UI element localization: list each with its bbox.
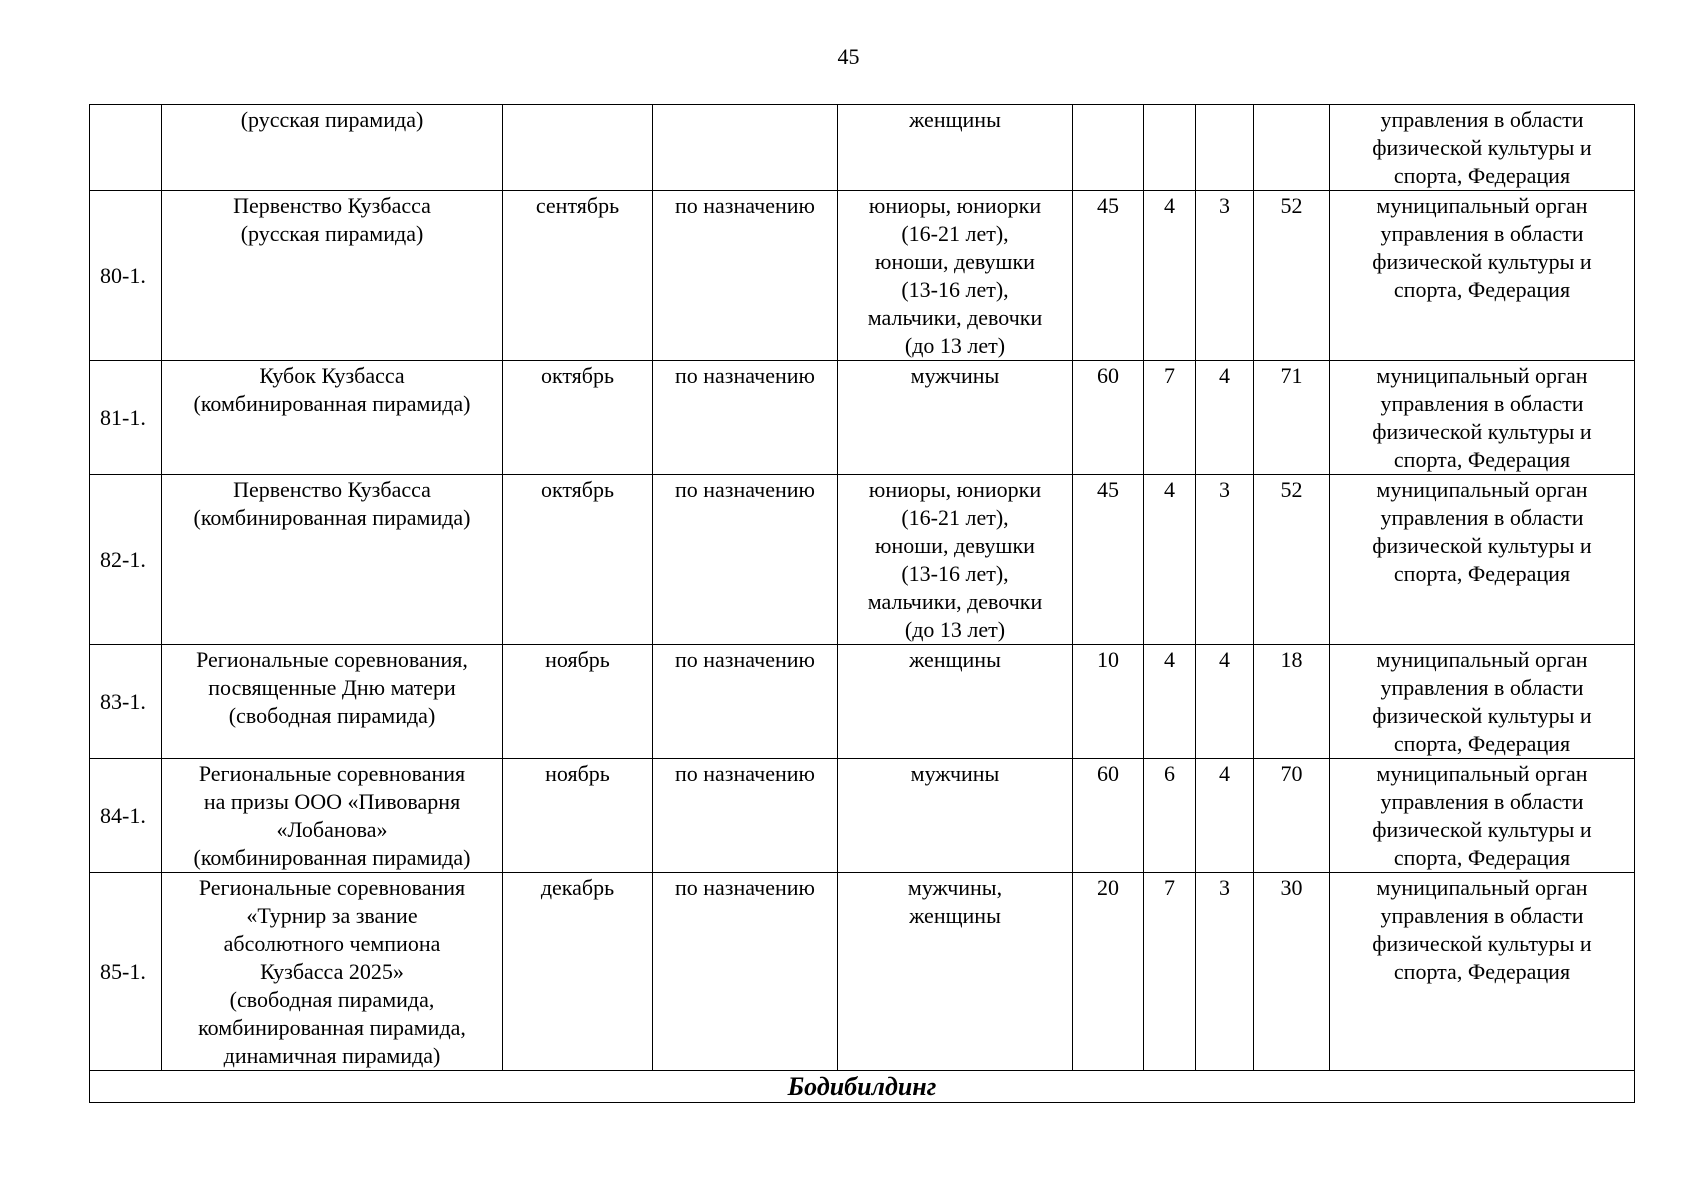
event-organizer: муниципальный орган управления в области физической культуры и спорта, Федерация (1330, 645, 1635, 759)
event-participants: мужчины (838, 361, 1073, 475)
table-row (90, 873, 1635, 1071)
count-1 (1073, 105, 1144, 191)
count-total (1254, 105, 1330, 191)
event-organizer: муниципальный орган управления в области физической культуры и спорта, Федерация (1330, 873, 1635, 1071)
event-participants: мужчины, женщины (838, 873, 1073, 1071)
event-participants: женщины (838, 105, 1073, 191)
table-row (90, 105, 1635, 191)
event-name: Региональные соревнования «Турнир за звание абсолютного чемпиона Кузбасса 2025» (свободная пирамида, комбинированная пирамида, динамичная пирамида) (162, 873, 503, 1071)
event-participants: мужчины (838, 759, 1073, 873)
event-location: по назначению (653, 759, 838, 873)
count-3: 4 (1196, 361, 1254, 475)
count-total: 30 (1254, 873, 1330, 1071)
event-name: Региональные соревнования на призы ООО «Пивоварня «Лобанова» (комбинированная пирамида) (162, 759, 503, 873)
event-participants: женщины (838, 645, 1073, 759)
count-3 (1196, 105, 1254, 191)
table-row (90, 475, 1635, 645)
event-location: по назначению (653, 475, 838, 645)
events-table (89, 104, 1635, 1103)
count-1: 60 (1073, 759, 1144, 873)
count-3: 3 (1196, 475, 1254, 645)
event-month: октябрь (503, 361, 653, 475)
event-organizer: муниципальный орган управления в области физической культуры и спорта, Федерация (1330, 361, 1635, 475)
event-month: сентябрь (503, 191, 653, 361)
event-name: Кубок Кузбасса (комбинированная пирамида) (162, 361, 503, 475)
event-name: Первенство Кузбасса (русская пирамида) (162, 191, 503, 361)
table-row (90, 759, 1635, 873)
page-number: 45 (837, 44, 860, 69)
count-total: 70 (1254, 759, 1330, 873)
count-total: 71 (1254, 361, 1330, 475)
event-month: ноябрь (503, 759, 653, 873)
row-number: 84-1. (90, 759, 162, 873)
row-number: 83-1. (90, 645, 162, 759)
count-3: 4 (1196, 645, 1254, 759)
count-total: 52 (1254, 191, 1330, 361)
count-2 (1144, 105, 1196, 191)
event-name: Региональные соревнования, посвященные Дню матери (свободная пирамида) (162, 645, 503, 759)
count-1: 45 (1073, 475, 1144, 645)
table-row (90, 645, 1635, 759)
row-number: 80-1. (90, 191, 162, 361)
row-number: 82-1. (90, 475, 162, 645)
count-3: 3 (1196, 873, 1254, 1071)
event-location: по назначению (653, 645, 838, 759)
count-2: 7 (1144, 873, 1196, 1071)
event-month: октябрь (503, 475, 653, 645)
count-3: 4 (1196, 759, 1254, 873)
event-location: по назначению (653, 873, 838, 1071)
row-number: 85-1. (90, 873, 162, 1071)
event-organizer: муниципальный орган управления в области физической культуры и спорта, Федерация (1330, 475, 1635, 645)
count-1: 20 (1073, 873, 1144, 1071)
event-name: (русская пирамида) (162, 105, 503, 191)
count-2: 6 (1144, 759, 1196, 873)
event-name: Первенство Кузбасса (комбинированная пирамида) (162, 475, 503, 645)
count-1: 45 (1073, 191, 1144, 361)
row-number (90, 105, 162, 191)
event-participants: юниоры, юниорки (16-21 лет), юноши, девушки (13-16 лет), мальчики, девочки (до 13 лет) (838, 475, 1073, 645)
table-row (90, 361, 1635, 475)
table-row (90, 191, 1635, 361)
event-organizer: муниципальный орган управления в области физической культуры и спорта, Федерация (1330, 191, 1635, 361)
event-month: ноябрь (503, 645, 653, 759)
event-organizer: муниципальный орган управления в области физической культуры и спорта, Федерация (1330, 759, 1635, 873)
event-location: по назначению (653, 191, 838, 361)
row-number: 81-1. (90, 361, 162, 475)
event-location (653, 105, 838, 191)
count-1: 60 (1073, 361, 1144, 475)
event-month: декабрь (503, 873, 653, 1071)
count-2: 4 (1144, 645, 1196, 759)
count-total: 52 (1254, 475, 1330, 645)
count-2: 4 (1144, 475, 1196, 645)
count-1: 10 (1073, 645, 1144, 759)
count-3: 3 (1196, 191, 1254, 361)
event-participants: юниоры, юниорки (16-21 лет), юноши, девушки (13-16 лет), мальчики, девочки (до 13 лет) (838, 191, 1073, 361)
section-title: Бодибилдинг (90, 1071, 1635, 1103)
count-total: 18 (1254, 645, 1330, 759)
count-2: 4 (1144, 191, 1196, 361)
event-location: по назначению (653, 361, 838, 475)
count-2: 7 (1144, 361, 1196, 475)
event-month (503, 105, 653, 191)
section-row (90, 1071, 1635, 1103)
event-organizer: управления в области физической культуры и спорта, Федерация (1330, 105, 1635, 191)
